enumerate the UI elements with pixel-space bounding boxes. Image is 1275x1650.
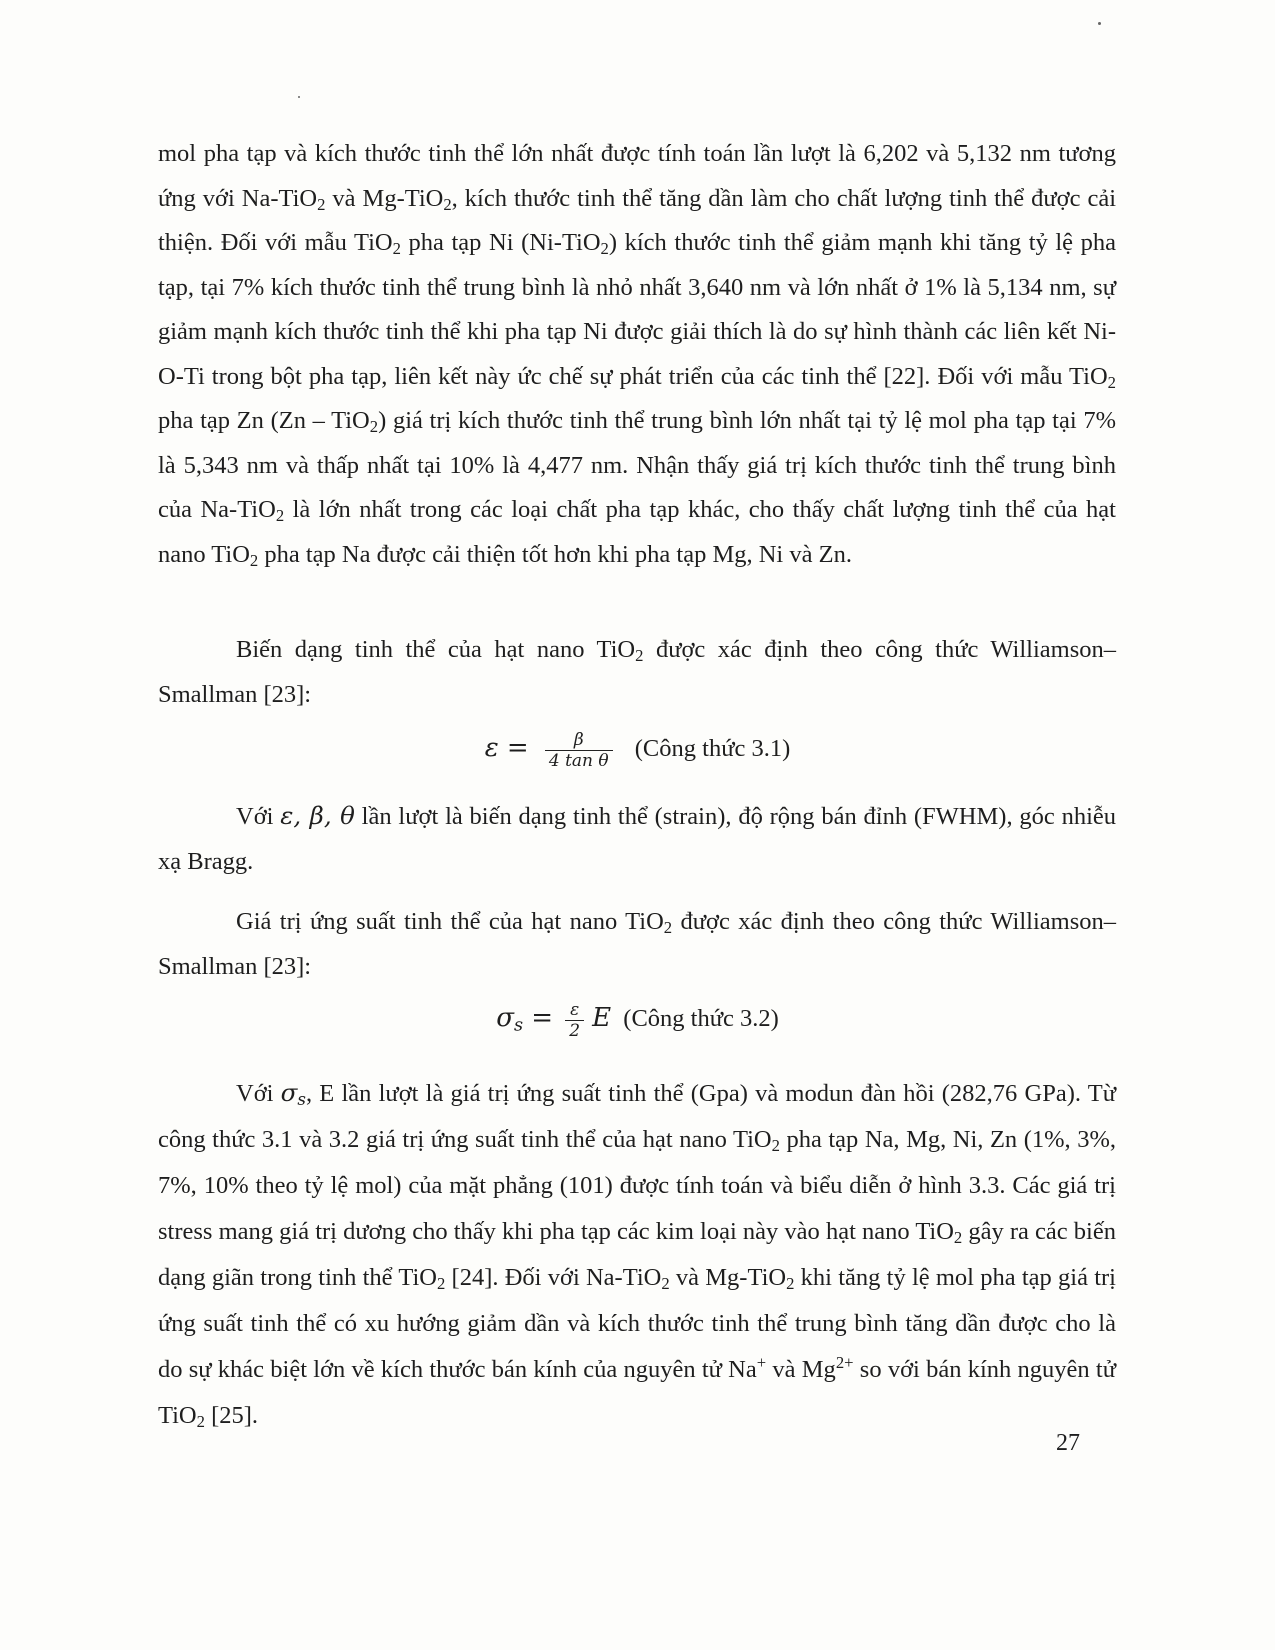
paragraph-stress-intro: Giá trị ứng suất tinh thể của hạt nano TiO$_2$ được xác định theo công thức Williamson–Smallman [23]: xyxy=(158,908,1116,980)
formula-variable: E xyxy=(592,1003,612,1034)
math-symbol-sigma: $\sigma_s$ xyxy=(280,1078,306,1110)
formula-stress xyxy=(0,1000,1275,1041)
paragraph-strain-variables: Với ε, β, θ lần lượt là biến dạng tinh thể (strain), độ rộng bán đỉnh (FWHM), góc nhiễu xạ Bragg. xyxy=(158,801,1116,875)
formula-strain xyxy=(0,730,1275,771)
scan-speck xyxy=(298,96,300,98)
fraction-denominator: 2 xyxy=(569,1021,581,1041)
formula-lhs: $\sigma_s$ = xyxy=(496,1003,554,1036)
formula-fraction xyxy=(545,730,613,771)
formula-lhs: ε = xyxy=(484,733,529,764)
formula-label: (Công thức 3.2) xyxy=(623,1005,779,1033)
paragraph-strain-intro: Biến dạng tinh thể của hạt nano TiO$_2$ được xác định theo công thức Williamson–Smallman [23]: xyxy=(158,636,1116,708)
formula-label: (Công thức 3.1) xyxy=(634,735,791,763)
fraction-numerator: ε xyxy=(565,1000,584,1021)
paragraph-crystal-size: mol pha tạp và kích thước tinh thể lớn nhất được tính toán lần lượt là 6,202 và 5,132 nm tương ứng với Na-TiO$_2$ và Mg-TiO$_2$, kích thước tinh thể tăng dần làm cho chất lượng tinh thể được cải thiện. Đối với mẫu TiO$_2$ pha tạp Ni (Ni-TiO$_2$) kích thước tinh thể giảm mạnh khi tăng tỷ lệ pha tạp, tại 7% kích thước tinh thể trung bình là nhỏ nhất 3,640 nm và lớn nhất ở 1% là 5,134 nm, sự giảm mạnh kích thước tinh thể khi pha tạp Ni được giải thích là do sự hình thành các liên kết Ni-O-Ti trong bột pha tạp, liên kết này ức chế sự phát triển của các tinh thể [22]. Đối với mẫu TiO$_2$ pha tạp Zn (Zn – TiO$_2$) giá trị kích thước tinh thể trung bình lớn nhất tại tỷ lệ mol pha tạp tại 7% là 5,343 nm và thấp nhất tại 10% là 4,477 nm. Nhận thấy giá trị kích thước tinh thể trung bình của Na-TiO$_2$ là lớn nhất trong các loại chất pha tạp khác, cho thấy chất lượng tinh thể của hạt nano TiO$_2$ pha tạp Na được cải thiện tốt hơn khi pha tạp Mg, Ni và Zn. xyxy=(158,140,1117,570)
fraction-numerator: β xyxy=(545,730,613,751)
scan-speck xyxy=(1098,22,1101,25)
fraction-denominator: 4 tan θ xyxy=(548,751,609,771)
math-symbols: ε, β, θ xyxy=(280,801,355,830)
paragraph-stress-results: Với $\sigma_s$, E lần lượt là giá trị ứng suất tinh thể (Gpa) và modun đàn hồi (282,76 GPa). Từ công thức 3.1 và 3.2 giá trị ứng suất tinh thể của hạt nano TiO$_2$ pha tạp Na, Mg, Ni, Zn (1%, 3%, 7%, 10% theo tỷ lệ mol) của mặt phẳng (101) được tính toán và biểu diễn ở hình 3.3. Các giá trị stress mang giá trị dương cho thấy khi pha tạp các kim loại này vào hạt nano TiO$_2$ gây ra các biến dạng giãn trong tinh thể TiO$_2$ [24]. Đối với Na-TiO$_2$ và Mg-TiO$_2$ khi tăng tỷ lệ mol pha tạp giá trị ứng suất tinh thể có xu hướng giảm dần và kích thước tinh thể trung bình tăng dần được cho là do sự khác biệt lớn về kích thước bán kính của nguyên tử Na+ và $Mg^{2+}$ so với bán kính nguyên tử TiO$_2$ [25]. xyxy=(158,1078,1116,1432)
page-number: 27 xyxy=(1056,1430,1080,1456)
formula-fraction xyxy=(565,1000,584,1041)
